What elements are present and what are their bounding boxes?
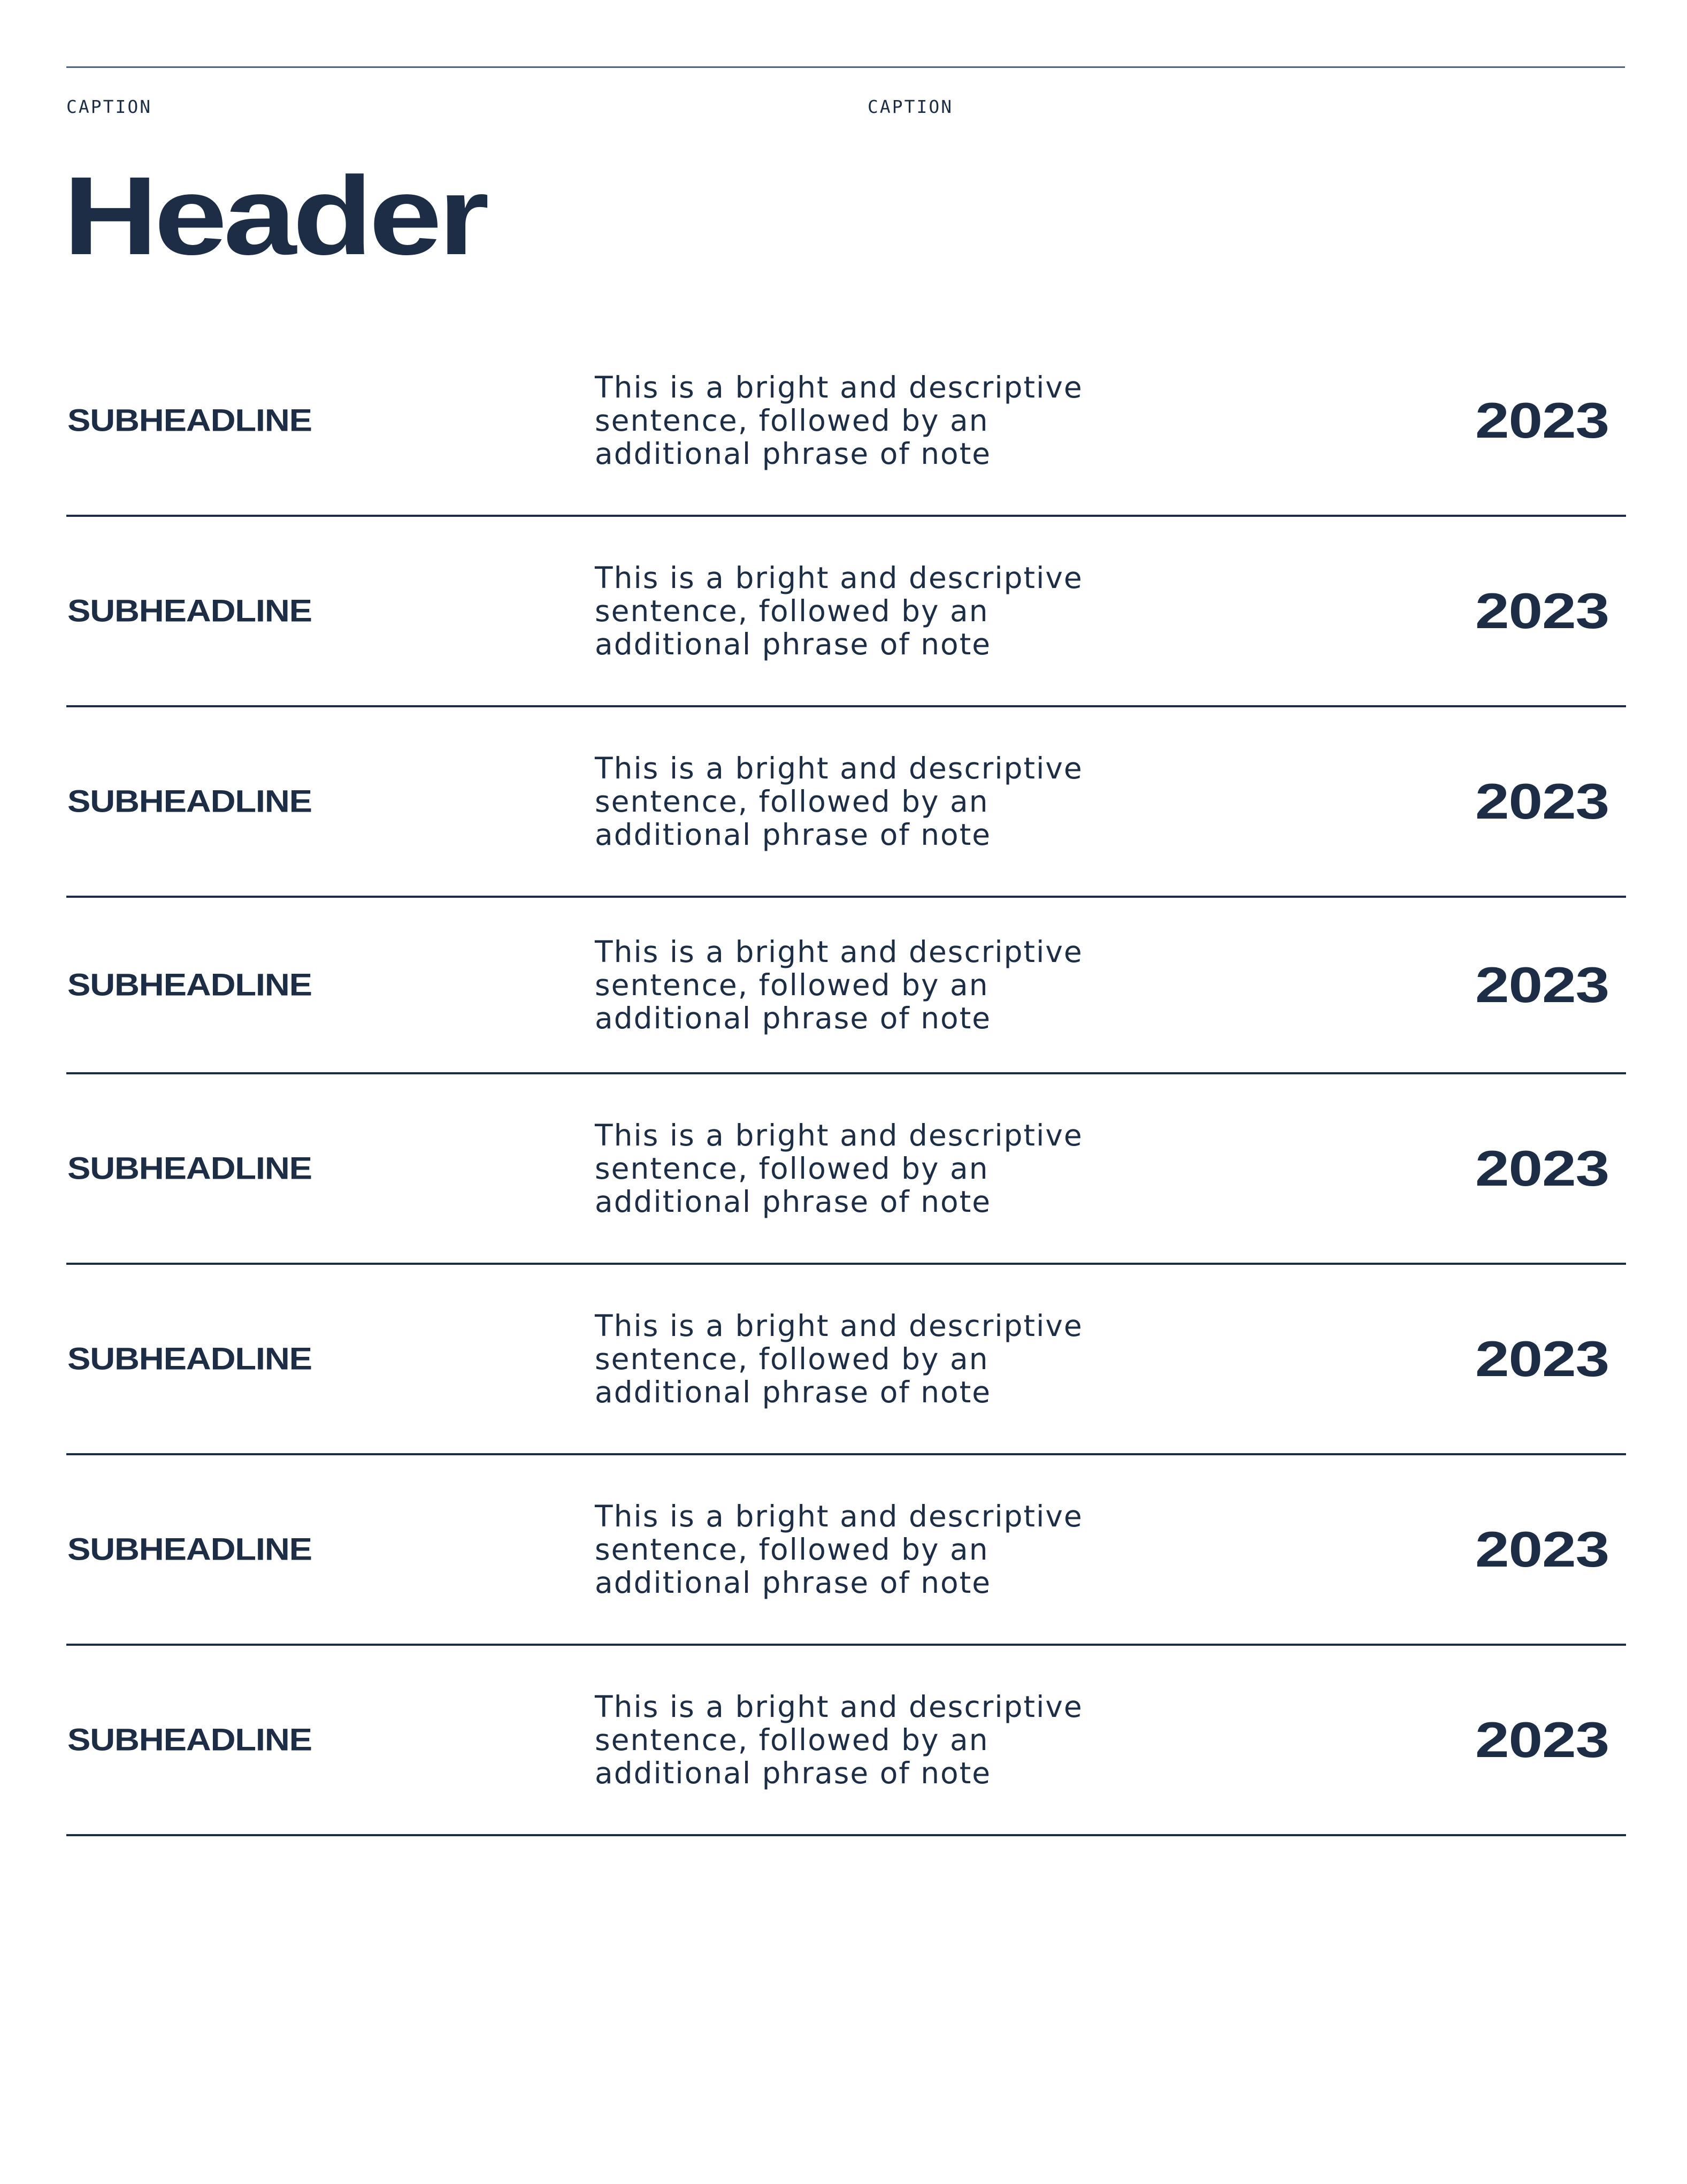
- row-subheadline: SUBHEADLINE: [67, 1341, 312, 1377]
- list-item: [66, 1074, 1626, 1265]
- row-year: 2023: [1475, 1331, 1609, 1387]
- top-divider: [66, 66, 1625, 68]
- row-subheadline: SUBHEADLINE: [67, 784, 312, 819]
- caption-left: CAPTION: [66, 96, 152, 117]
- list-item: [66, 898, 1626, 1074]
- row-year: 2023: [1475, 583, 1609, 639]
- row-description: This is a bright and descriptive sentence, followed by an additional phrase of note: [595, 561, 1083, 661]
- list-item: [66, 1265, 1626, 1455]
- list-item: [66, 1646, 1626, 1836]
- row-description: This is a bright and descriptive sentence, followed by an additional phrase of note: [595, 370, 1083, 471]
- row-description: This is a bright and descriptive sentence, followed by an additional phrase of note: [595, 1499, 1083, 1600]
- entry-list: [66, 326, 1626, 1836]
- row-description: This is a bright and descriptive sentence, followed by an additional phrase of note: [595, 1309, 1083, 1409]
- row-subheadline: SUBHEADLINE: [67, 593, 312, 629]
- row-subheadline: SUBHEADLINE: [67, 1722, 312, 1758]
- list-item: [66, 1455, 1626, 1646]
- row-year: 2023: [1475, 773, 1609, 829]
- row-subheadline: SUBHEADLINE: [67, 403, 312, 438]
- list-item: [66, 707, 1626, 898]
- row-subheadline: SUBHEADLINE: [67, 1532, 312, 1567]
- list-item: [66, 326, 1626, 517]
- page-title: Header: [63, 154, 486, 278]
- row-year: 2023: [1475, 392, 1609, 448]
- caption-right: CAPTION: [868, 96, 954, 117]
- row-description: This is a bright and descriptive sentence, followed by an additional phrase of note: [595, 1690, 1083, 1790]
- row-year: 2023: [1475, 1521, 1609, 1577]
- list-item: [66, 517, 1626, 707]
- row-description: This is a bright and descriptive sentence, followed by an additional phrase of note: [595, 751, 1083, 852]
- row-subheadline: SUBHEADLINE: [67, 1151, 312, 1186]
- row-year: 2023: [1475, 957, 1609, 1013]
- row-description: This is a bright and descriptive sentence, followed by an additional phrase of note: [595, 1118, 1083, 1219]
- row-subheadline: SUBHEADLINE: [67, 967, 312, 1003]
- row-year: 2023: [1475, 1712, 1609, 1768]
- row-description: This is a bright and descriptive sentence, followed by an additional phrase of note: [595, 935, 1083, 1035]
- row-year: 2023: [1475, 1140, 1609, 1196]
